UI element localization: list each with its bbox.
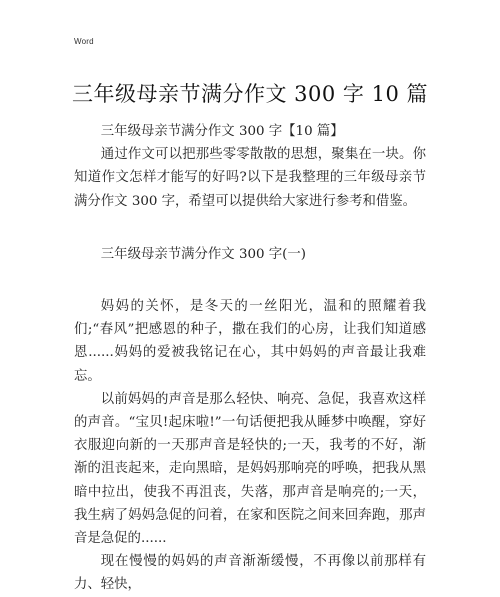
document-body bbox=[74, 120, 426, 597]
page-header-label: Word bbox=[74, 37, 94, 46]
section-heading: 三年级母亲节满分作文 300 字(一) bbox=[100, 246, 307, 262]
paragraph-subtitle: 三年级母亲节满分作文 300 字【10 篇】 bbox=[100, 124, 344, 139]
document-title: 三年级母亲节满分作文 300 字 10 篇 bbox=[71, 82, 428, 106]
paragraph: 妈妈的关怀，是冬天的一丝阳光，温和的照耀着我们;“春风”把感恩的种子，撒在我们的心房，让我们知道感恩......妈妈的爱被我铭记在心，其中妈妈的声音最让我难忘。 bbox=[74, 299, 426, 384]
paragraph: 以前妈妈的声音是那么轻快、响亮、急促，我喜欢这样的声音。“宝贝!起床啦!”一句话便把我从睡梦中唤醒，穿好衣服迎向新的一天那声音是轻快的;一天，我考的不好，渐渐的沮丧起来，走向黑暗，是妈妈那响亮的呼唤，把我从黑暗中拉出，使我不再沮丧，失落，那声音是响亮的;一天，我生病了妈妈急促的问着，在家和医院之间来回奔跑，那声音是急促的...... bbox=[74, 391, 426, 547]
paragraph-intro: 通过作文可以把那些零零散散的思想，聚集在一块。你知道作文怎样才能写的好吗?以下是我整理的三年级母亲节满分作文 300 字，希望可以提供给大家进行参考和借鉴。 bbox=[74, 147, 426, 209]
paragraph: 现在慢慢的妈妈的声音渐渐缓慢，不再像以前那样有力、轻快， bbox=[74, 554, 426, 593]
